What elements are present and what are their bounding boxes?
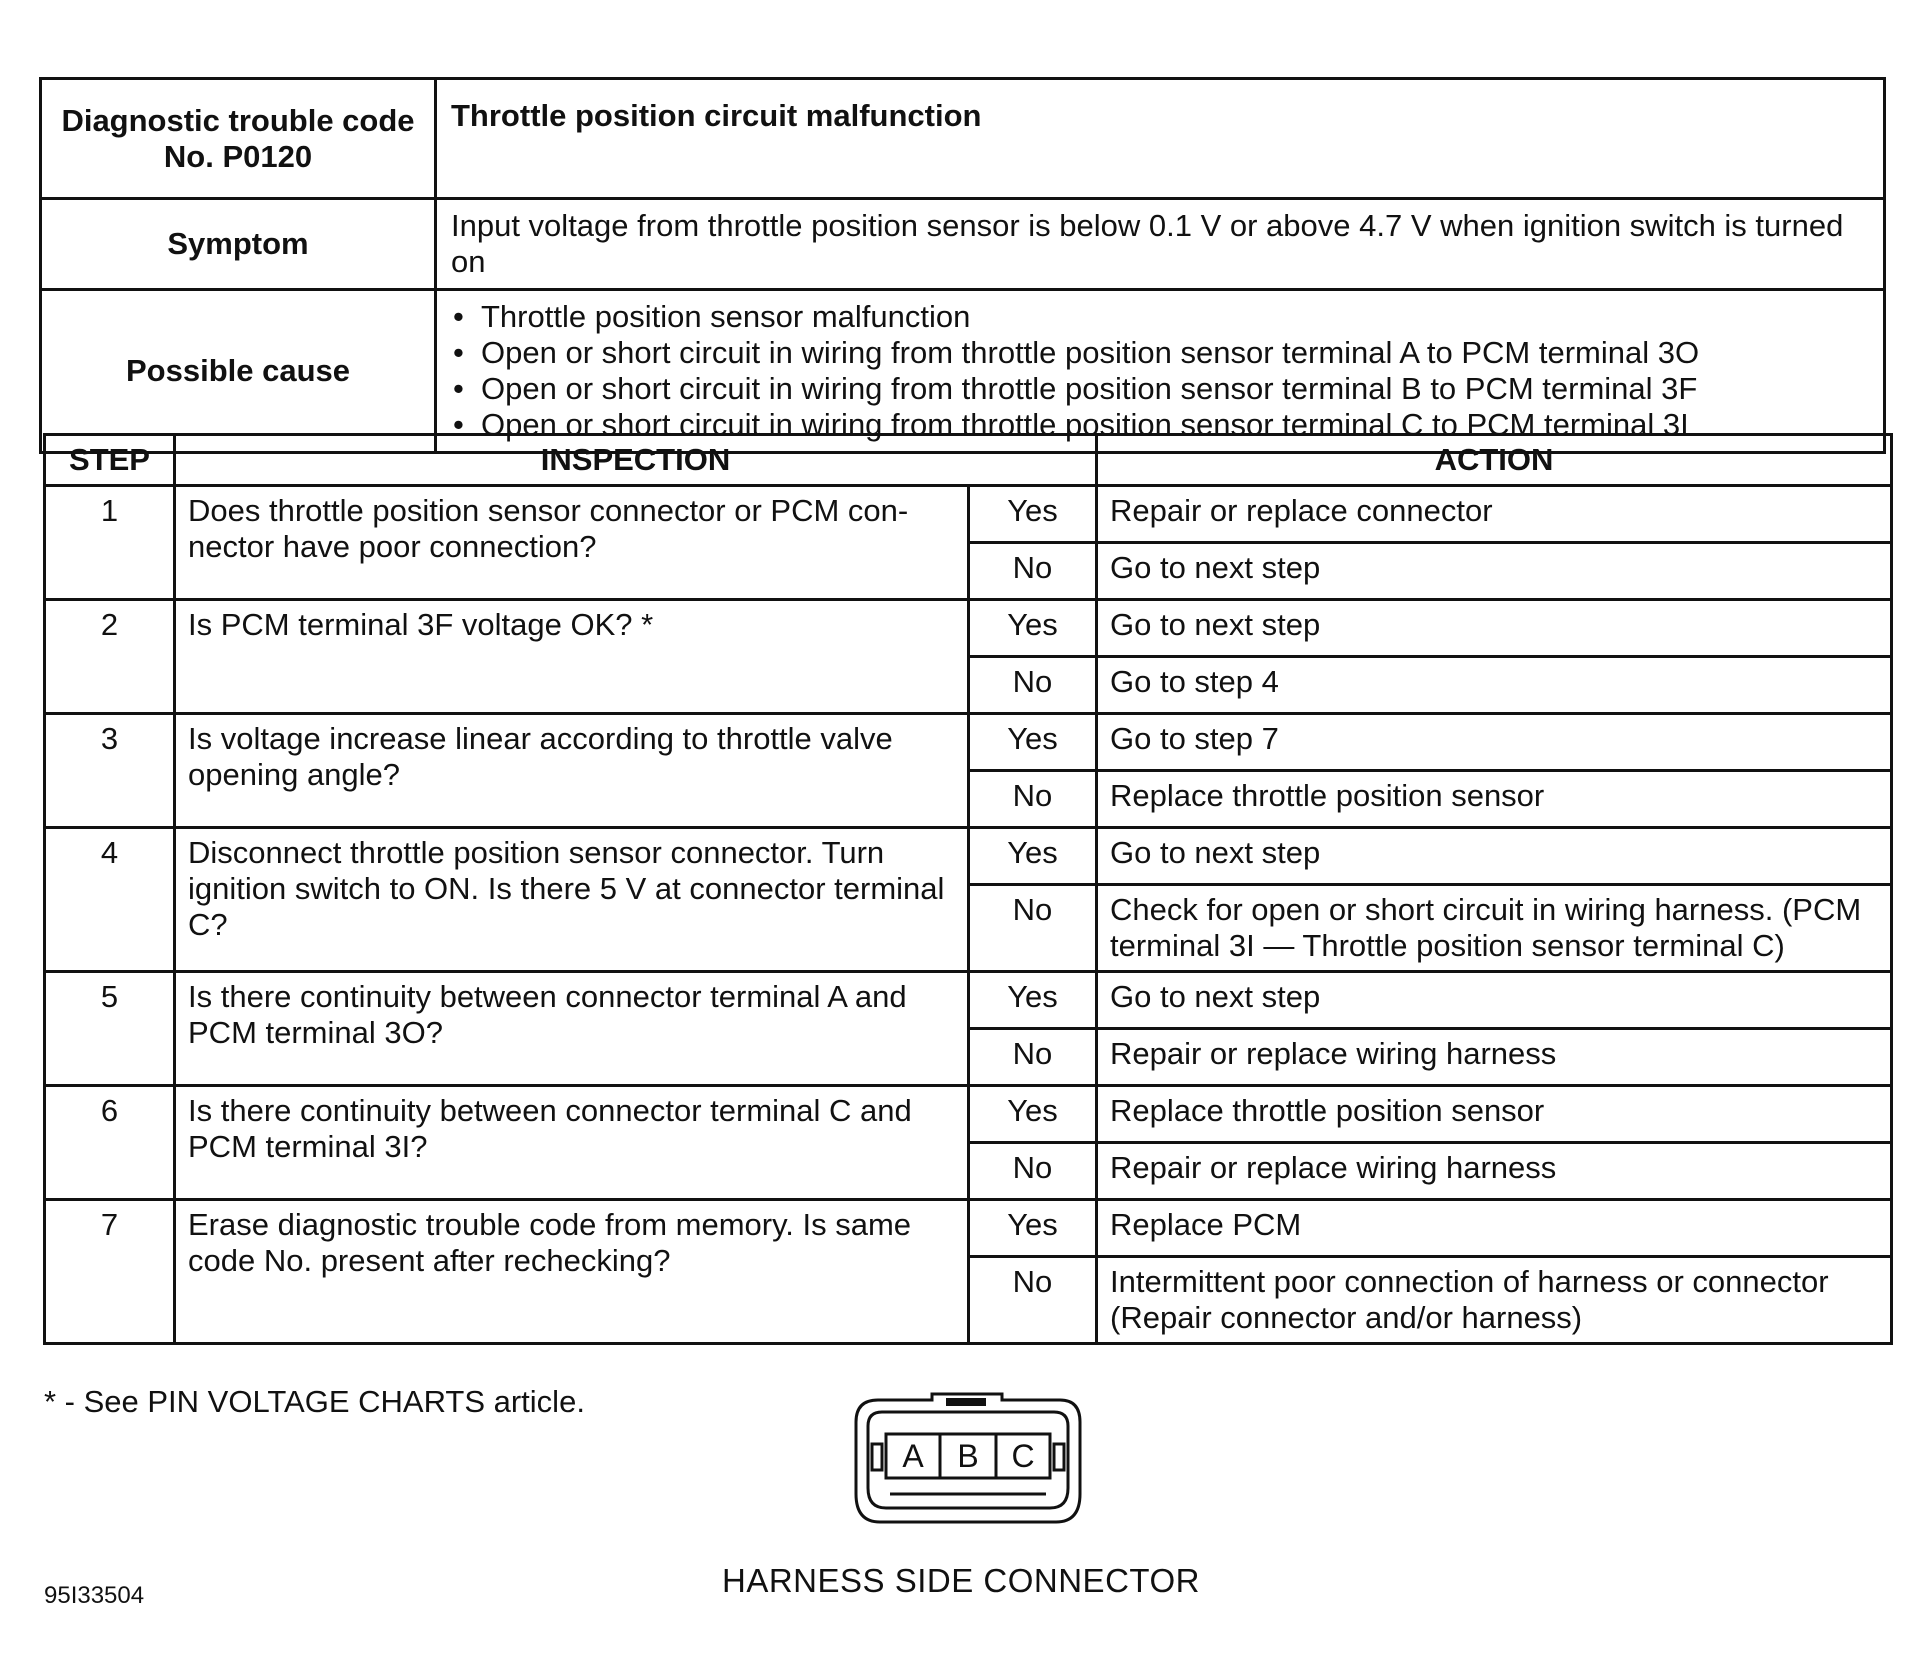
cause-list	[451, 299, 1869, 443]
table-row	[45, 828, 1892, 885]
step-number: 2	[45, 600, 175, 714]
inspection-text: Disconnect throttle position sensor connector. Turn ignition switch to ON. Is there 5 V at connector terminal C?	[175, 828, 969, 972]
table-row	[45, 1200, 1892, 1257]
cause-label: Possible cause	[41, 290, 436, 453]
yes-label: Yes	[969, 828, 1097, 885]
inspection-text: Is there continuity between connector terminal A and PCM terminal 3O?	[175, 972, 969, 1086]
footnote: * - See PIN VOLTAGE CHARTS article.	[44, 1384, 585, 1419]
table-row	[45, 486, 1892, 543]
table-row	[45, 600, 1892, 657]
symptom-label: Symptom	[41, 199, 436, 290]
step-number: 6	[45, 1086, 175, 1200]
inspection-steps-table	[43, 433, 1893, 1345]
yes-label: Yes	[969, 600, 1097, 657]
yes-label: Yes	[969, 714, 1097, 771]
table-row	[45, 714, 1892, 771]
cause-item: • Throttle position sensor malfunction	[451, 299, 1869, 335]
connector-latch	[946, 1398, 986, 1406]
inspection-column-header: INSPECTION	[175, 435, 1097, 486]
no-action: Repair or replace wiring harness	[1097, 1029, 1892, 1086]
no-action: Intermittent poor connection of harness or connector (Repair connector and/or harness)	[1097, 1257, 1892, 1344]
no-label: No	[969, 1029, 1097, 1086]
harness-connector-diagram	[850, 1390, 1086, 1528]
inspection-text: Is there continuity between connector terminal C and PCM terminal 3I?	[175, 1086, 969, 1200]
terminal-label: C	[1011, 1438, 1035, 1474]
no-label: No	[969, 771, 1097, 828]
cause-item: • Open or short circuit in wiring from throttle position sensor terminal B to PCM terminal 3F	[451, 371, 1869, 407]
no-action: Go to step 4	[1097, 657, 1892, 714]
dtc-title: Throttle position circuit malfunction	[436, 79, 1885, 199]
connector-side-key	[1054, 1444, 1064, 1470]
connector-side-key	[872, 1444, 882, 1470]
no-action: Go to next step	[1097, 543, 1892, 600]
yes-label: Yes	[969, 486, 1097, 543]
connector-caption: HARNESS SIDE CONNECTOR	[722, 1562, 1200, 1599]
no-label: No	[969, 657, 1097, 714]
no-action: Replace throttle position sensor	[1097, 771, 1892, 828]
yes-action: Replace PCM	[1097, 1200, 1892, 1257]
table-row	[45, 972, 1892, 1029]
table-row	[45, 1086, 1892, 1143]
cause-list-cell	[436, 290, 1885, 453]
yes-label: Yes	[969, 972, 1097, 1029]
yes-action: Go to next step	[1097, 828, 1892, 885]
terminal-label: A	[902, 1438, 924, 1474]
no-action: Repair or replace wiring harness	[1097, 1143, 1892, 1200]
no-label: No	[969, 1143, 1097, 1200]
step-number: 5	[45, 972, 175, 1086]
yes-action: Replace throttle position sensor	[1097, 1086, 1892, 1143]
cause-item: • Open or short circuit in wiring from throttle position sensor terminal C to PCM terminal 3I	[451, 407, 1869, 443]
step-number: 1	[45, 486, 175, 600]
symptom-text: Input voltage from throttle position sensor is below 0.1 V or above 4.7 V when ignition switch is turned on	[436, 199, 1885, 290]
dtc-label: Diagnostic trouble code No. P0120	[41, 79, 436, 199]
no-action: Check for open or short circuit in wiring harness. (PCM terminal 3I — Throttle position sensor terminal C)	[1097, 885, 1892, 972]
yes-action: Go to next step	[1097, 972, 1892, 1029]
yes-label: Yes	[969, 1086, 1097, 1143]
figure-code: 95I33504	[44, 1582, 145, 1609]
terminal-label: B	[957, 1438, 979, 1474]
no-label: No	[969, 543, 1097, 600]
cause-item: • Open or short circuit in wiring from throttle position sensor terminal A to PCM terminal 3O	[451, 335, 1869, 371]
step-number: 4	[45, 828, 175, 972]
yes-action: Go to step 7	[1097, 714, 1892, 771]
inspection-text: Does throttle position sensor connector or PCM con- nector have poor connection?	[175, 486, 969, 600]
inspection-text: Erase diagnostic trouble code from memory. Is same code No. present after rechecking?	[175, 1200, 969, 1344]
inspection-text: Is PCM terminal 3F voltage OK? *	[175, 600, 969, 714]
step-number: 3	[45, 714, 175, 828]
step-column-header: STEP	[45, 435, 175, 486]
no-label: No	[969, 885, 1097, 972]
action-column-header: ACTION	[1097, 435, 1892, 486]
no-label: No	[969, 1257, 1097, 1344]
step-number: 7	[45, 1200, 175, 1344]
yes-action: Go to next step	[1097, 600, 1892, 657]
inspection-text: Is voltage increase linear according to throttle valve opening angle?	[175, 714, 969, 828]
yes-label: Yes	[969, 1200, 1097, 1257]
yes-action: Repair or replace connector	[1097, 486, 1892, 543]
dtc-header-table	[39, 77, 1886, 454]
